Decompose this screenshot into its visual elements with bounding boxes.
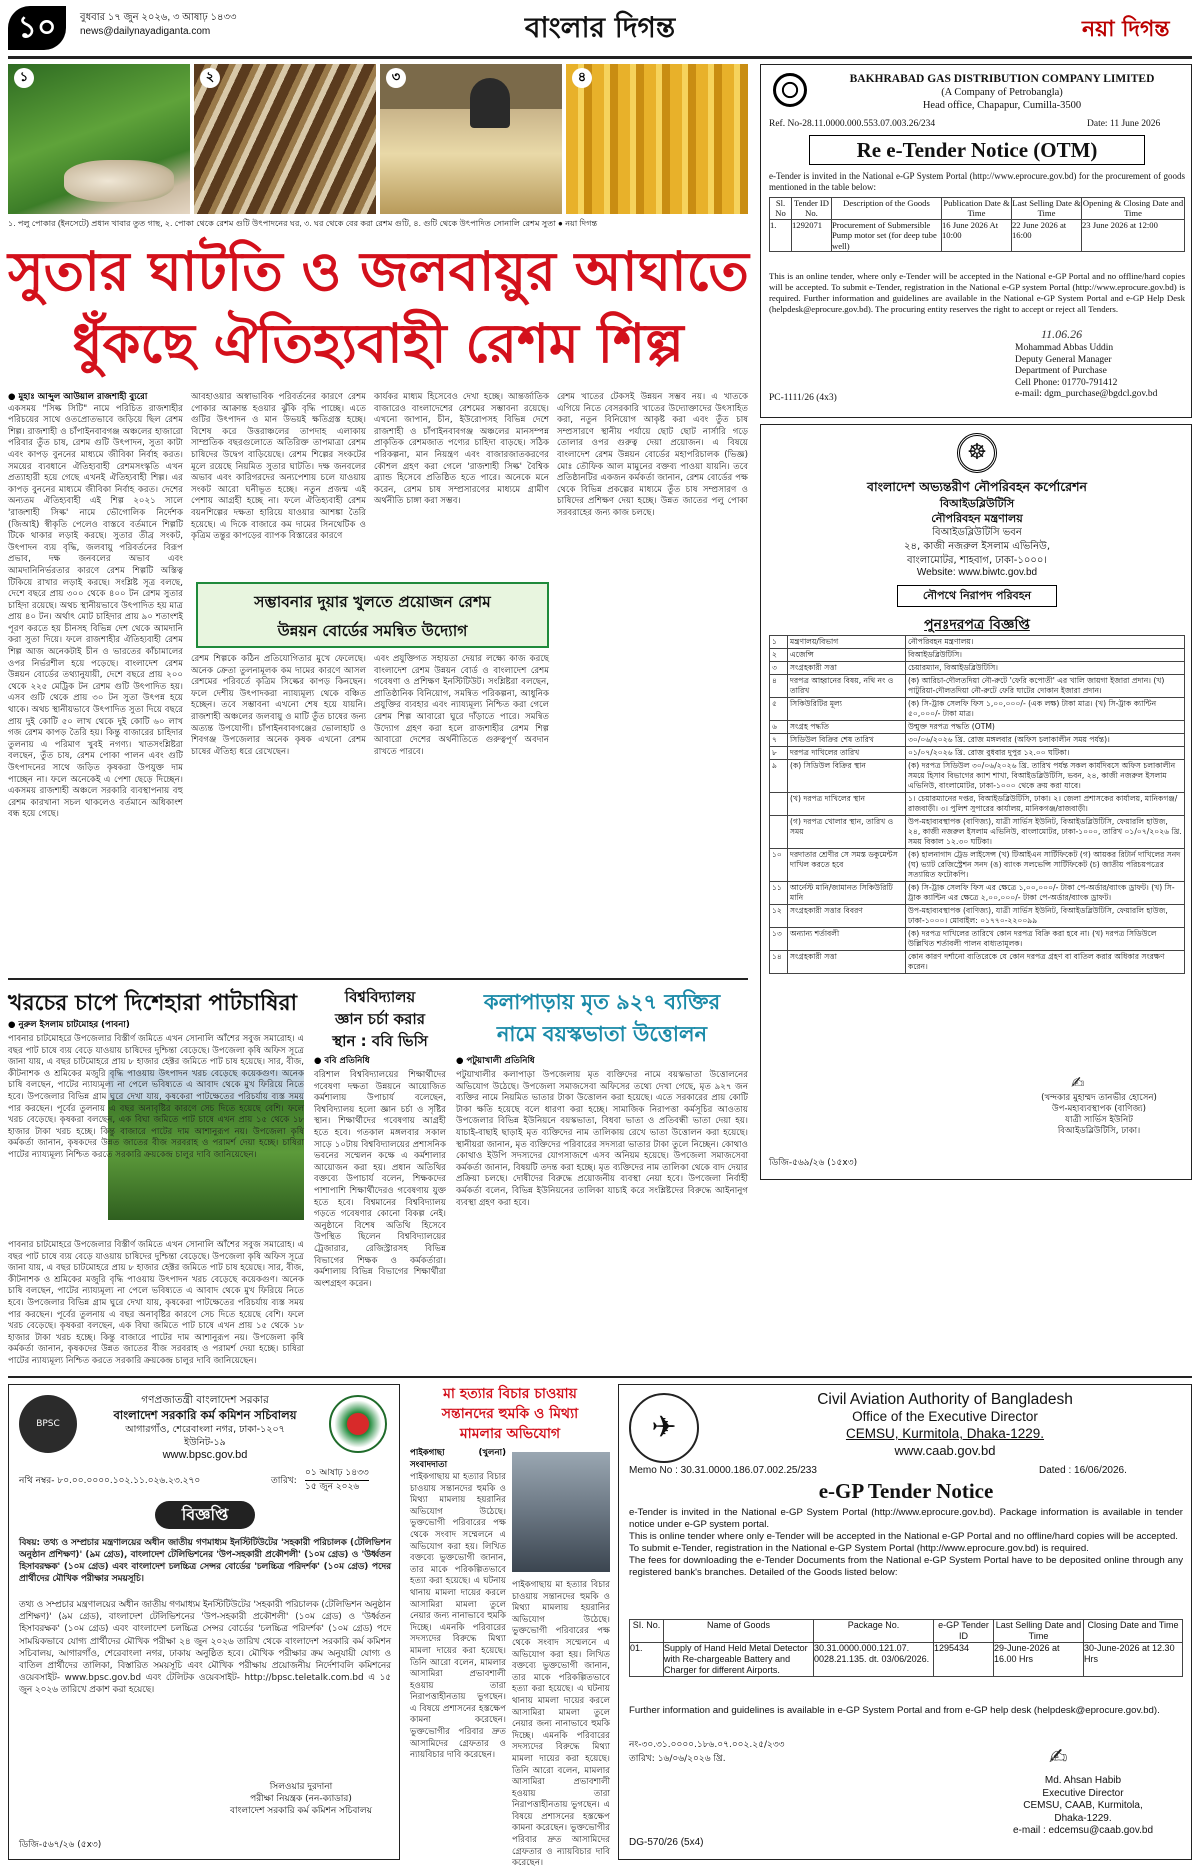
page-header (0, 0, 1200, 58)
sub-headline-line1: সম্ভাবনার দুয়ার খুলতে প্রয়োজন রেশম (254, 593, 491, 611)
biwtc-signer: (খন্দকার মুহাম্মদ তানভীর হোসেন) (1041, 1093, 1157, 1103)
jute-byline: ● নুরুল ইসলাম চাটমোহর (পাবনা) (8, 1020, 130, 1030)
caab-para3: To submit e-Tender, registration in the National e-GP System Portal (http://www.eprocure.gov.bd) is required. (629, 1543, 1089, 1554)
caab-th: SI. No. (630, 1620, 664, 1643)
main-story-col4: রেশম খাতের টেকসই উন্নয়ন সম্ভব নয়। এ খাতকে এগিয়ে নিতে বেসরকারি খাতের উদ্যোক্তাদের উৎসাহিত করা, নতুন বিনিয়োগ আকৃষ্ট করা এবং তুঁত চাষ সম্প্রসারণে স্থানীয় পর্যায়ে ছোট ছোট নার্সারি গড়ে তোলার ওপর গুরুত্ব দেয়া প্রয়োজন। এ বিষয়ে বাংলাদেশ রেশম উন্নয়ন বোর্ডের মহাপরিচালক (ভিজ্ঞ) মোঃ তৌফিক আল মামুনের বক্তব্য পাওয়া যায়নি। তবে প্রতিষ্ঠানটির একজন কর্মকর্তা জানান, রেশম বোর্ডের পক্ষ থেকে বিভিন্ন প্রকল্পের মাধ্যমে তুঁত চাষ সম্প্রসারণ ও চাষিদের প্রশিক্ষণ দেয়া হচ্ছে। উন্নত জাতের পলু পোকা সরবরাহের জন্য কাজ চলছে। (557, 392, 748, 518)
gas-tender-notice (760, 64, 1192, 418)
caab-td: 01. (630, 1643, 664, 1677)
sub-headline-line2: উন্নয়ন বোর্ডের সমন্বিত উদ্যোগ (277, 622, 468, 640)
biwtc-title: পুনঃদরপত্র বিজ্ঞপ্তি (924, 617, 1030, 633)
caab-org: Civil Aviation Authority of Bangladesh (817, 1391, 1073, 1408)
caab-td: Supply of Hand Held Metal Detector with Re-chargeable Battery and Charger for different Airports. (664, 1643, 814, 1677)
biwtc-signer-org: বিআইডব্লিউটিসি, ঢাকা। (1057, 1126, 1141, 1136)
caab-td: 1295434 (934, 1643, 994, 1677)
bottom-divider (8, 1376, 1192, 1378)
bpsc-date2: ১৫ জুন ২০২৬ (305, 1482, 360, 1492)
gas-th: Sl. No (770, 198, 792, 220)
mother-byline: পাইকগাছা (খুলনা) সংবাদদাতা (410, 1448, 506, 1470)
caab-dated: Dated : 16/06/2026. (1039, 1465, 1127, 1476)
table-row (770, 721, 1185, 734)
biwtc-row-label: (খ) দরপত্র দাখিলের স্থান (788, 793, 906, 816)
bpsc-subject (19, 1537, 391, 1585)
gas-title: Re e-Tender Notice (OTM) (809, 135, 1145, 165)
mother-line2: সন্তানদের হুমকি ও মিথ্যা (441, 1406, 579, 1422)
gas-td: 22 June 2026 at 16:00 (1012, 219, 1082, 251)
jute-headline: খরচের চাপে দিশেহারা পাটচাষিরা (8, 991, 297, 1016)
gas-tender-table (769, 197, 1185, 252)
bpsc-date-label: তারিখ: (271, 1476, 297, 1486)
biwtc-row-value: (ক) হালনাগাদ ট্রেড লাইসেন্স (খ) টিআইএন সার্টিফিকেট (গ) আয়কর রিটার্ন দাখিলের সনদ (ঘ) ভ্যাট রেজিস্ট্রেশন সনদ (ঙ) ব্যাংক সলভেন্সি সার্টিফিকেট (চ) জাতীয় পরিচয়পত্রের সত্যায়িত ফটোকপি। (906, 849, 1185, 882)
table-row (770, 747, 1185, 760)
caab-title: e-GP Tender Notice (818, 1479, 994, 1503)
caab-table-header-row (630, 1620, 1183, 1643)
biwtc-signature: ✍ (1071, 1073, 1085, 1092)
gas-th: Last Selling Date & Time (1012, 198, 1081, 219)
biwtc-row-value: উন্মুক্ত দরপত্র পদ্ধতি (OTM) (906, 721, 1185, 734)
biwtc-signer-title: উপ-মহাব্যবস্থাপক (বাণিজ্য) (1051, 1104, 1147, 1114)
bpsc-memo: নথি নম্বর- ৮০.০০.০০০০.১০২.১১.০২৬.২৩.২৭০ (19, 1476, 201, 1486)
jute-body: পাবনার চাটমোহরে উপজেলার বিস্তীর্ণ জমিতে এখন সোনালি আঁশের সবুজ সমারোহ। এ বছর পাট চাষে ব্যয় বেড়ে যাওয়ায় চাষিদের দুশ্চিন্তা বেড়েছে। উপজেলা কৃষি অফিস সূত্রে জানা যায়, এ বছর চাটমোহরে প্রায় ৮ হাজার হেক্টর জমিতে পাট চাষ হয়েছে। সার, বীজ, কীটনাশক ও শ্রমিকের মজুরি বৃদ্ধি পাওয়ায় উৎপাদন খরচ বেড়েছে কয়েকগুণ। অনেক চাষি বলছেন, পাটের ন্যায্যমূল্য না পেলে ভবিষ্যতে এ আবাদ থেকে মুখ ফিরিয়ে নিতে হবে। উপজেলার বিভিন্ন গ্রাম ঘুরে দেখা যায়, কৃষকেরা পাটক্ষেতের পরিচর্যায় ব্যস্ত সময় পার করছেন। পূর্বের তুলনায় এ বছর অনাবৃষ্টির কারণে সেচ দিতে হয়েছে বেশি। ফলে খরচ বেড়েছে। কৃষকরা বলছেন, এক বিঘা জমিতে পাট চাষে এখন প্রায় ১৫ থেকে ১৮ হাজার টাকা খরচ হচ্ছে। কিন্তু বাজারে পাটের দাম আশানুরূপ নয়। উপজেলা কৃষি কর্মকর্তা জানান, কৃষকদের উন্নত জাতের বীজ সরবরাহ ও পরামর্শ দেয়া হচ্ছে। চাষিরা পাটের ন্যায্যমূল্য নিশ্চিত করতে সরকারি ক্রয়কেন্দ্র চালুর দাবি জানিয়েছেন। (8, 1034, 304, 1160)
bpsc-signer-name: সিলওয়ার দুরদানা (269, 1782, 333, 1792)
bpsc-subject-text: তথ্য ও সম্প্রচার মন্ত্রণালয়ের অধীন জাতীয় গণমাধ্যম ইনস্টিটিউটের 'সহকারী পরিচালক (টেলিভিশন অনুষ্ঠান প্রশিক্ষণ)' (৯ম গ্রেড), বাংলাদেশ টেলিভিশনের 'উপ-সহকারী প্রকৌশলী' (১০ম গ্রেড) ও 'উর্ধ্বতন হিসাবরক্ষক' (১০ম গ্রেড) এবং বাংলাদেশ চলচ্চিত্র সেন্সর বোর্ডের 'চলচ্চিত্র পরিদর্শক' (১০ম গ্রেড) পদের প্রার্থীদের মৌখিক পরীক্ষার সময়সূচি। (19, 1538, 391, 1584)
allowance-headline (456, 986, 748, 1050)
caab-signer-name: Md. Ahsan Habib (1044, 1775, 1122, 1786)
caab-th: Closing Date and Time (1084, 1620, 1183, 1643)
website[interactable]: news@dailynayadiganta.com (80, 26, 211, 37)
biwtc-row-label: দরপত্র আহ্বানের বিষয়, নথি নং ও তারিখ (788, 675, 906, 698)
bpsc-signer-title: পরীক্ষা নিয়ন্ত্রক (নন-ক্যাডার) (250, 1794, 352, 1804)
bpsc-body: তথ্য ও সম্প্রচার মন্ত্রণালয়ের অধীন জাতীয় গণমাধ্যম ইনস্টিটিউটের 'সহকারী পরিচালক (টেলিভিশন অনুষ্ঠান প্রশিক্ষণ)' (৯ম গ্রেড), বাংলাদেশ টেলিভিশনের 'উপ-সহকারী প্রকৌশলী' (১০ম গ্রেড) ও 'উর্ধ্বতন হিসাবরক্ষক' (১০ম গ্রেড) এবং বাংলাদেশ চলচ্চিত্র সেন্সর বোর্ডের 'চলচ্চিত্র পরিদর্শক' (১০ম গ্রেড) পদে সাময়িকভাবে যোগ্য প্রার্থীদের মৌখিক পরীক্ষা ২৪ জুন ২০২৬ তারিখ থেকে বাংলাদেশ সরকারি কর্ম কমিশন সচিবালয়, আগারগাঁও, শেরেবাংলা নগর, ঢাকায় অনুষ্ঠিত হবে। মৌখিক পরীক্ষার ক্রম অনুযায়ী যোগ্য ও বাতিল প্রার্থীদের তালিকা, বিস্তারিত সময়সূচি এবং মৌখিক পরীক্ষায় প্রয়োজনীয় নির্দেশাবলি কমিশনের ওয়েবসাইট- www.bpsc.gov.bd এবং টেলিটক ওয়েবসাইট- http://bpsc.teletalk.com.bd এ ১৫ জুন ২০২৬ তারিখে প্রকাশ করা হয়েছে। (19, 1600, 391, 1696)
biwtc-row-value: (ক) আরিচা-দৌলতদিয়া নৌ-রুটে 'ফেরি কপোতী' এর খালি জায়গা ইজারা প্রদান। (খ) পাটুরিয়া-দৌলতদিয়া নৌ-রুটে ফেরি ঘাটের দোকান ইজারা প্রদান। (906, 675, 1185, 698)
biwtc-row-value: (ক) সি-ট্রাক সেলফি ফিস ১,০০,০০০/- (এক লক্ষ) টাকা মাত্র। (খ) সি-ট্রাক ক্যান্টিন ৫০,০০০/- টাকা মাত্র। (906, 698, 1185, 721)
caab-logo: ✈ (629, 1393, 699, 1463)
photo-caption: ১. পলু পোকার (ইনসেটে) প্রধান খাবার তুত গাছ, ২. পোকা থেকে রেশম গুটি উৎপাদনের ঘর, ৩. ঘর থেকে বের করা রেশম গুটি, ৪. গুটি থেকে উৎপাদিত সোনালি রেশম সুতা ● নয়া দিগন্ত (8, 219, 598, 228)
section-title: বাংলার দিগন্ত (524, 11, 676, 44)
gas-footer-text: This is an online tender, where only e-Tender will be accepted in the National e-GP Portal and no offline/hard copies will be accepted. To submit e-Tender, registration in the National e-GP system Portal (http://www.eprocure.gov.bd) is required. Further information and guidelines are available in the National e-GP System Portal and e-GP Help Desk (helpdesk@eprocure.gov.bd). The procuring entity reserves the right to accept or reject all Tenders. (769, 271, 1185, 314)
caab-email[interactable]: e-mail : edcemsu@caab.gov.bd (1012, 1825, 1154, 1836)
caab-para1: e-Tender is invited in the National e-GP System Portal (http://www.eprocure.gov.bd). Package information is available in tender notice under e-GP system portal. (629, 1507, 1183, 1530)
biwtc-row-label: সিকিউরিটির মূল্য (788, 698, 906, 721)
biwtc-row-label: অন্যান্য শর্তাবলী (788, 928, 906, 951)
biwtc-row-label: সিডিউল বিক্রির শেষ তারিখ (788, 734, 906, 747)
caab-signer-title: Executive Director (1042, 1787, 1124, 1799)
university-line1: বিশ্ববিদ্যালয় (344, 988, 416, 1006)
biwtc-row-number: ৪ (770, 675, 788, 698)
photo-number: ৩ (386, 68, 406, 88)
bpsc-signer-block (209, 1781, 393, 1817)
bpsc-unit: ইউনিট-১৯ (184, 1437, 226, 1448)
gas-date: Date: 11 June 2026 (1087, 119, 1161, 129)
photo-silk-yarn (566, 64, 748, 214)
biwtc-abbr: বিআইডব্লিউটিসি (939, 497, 1015, 510)
sub-story-col1: রেশম শিল্পকে কঠিন প্রতিযোগিতার মুখে ফেলেছে। অনেক ক্রেতা তুলনামূলক কম দামের কারণে আসল রেশমের পরিবর্তে কৃত্রিম সিল্কের কাপড় কিনছেন। ফলে দেশীয় উৎপাদকরা ন্যায্যমূল্য থেকে বঞ্চিত হচ্ছেন। তবে সম্ভাবনা এখনো শেষ হয়ে যায়নি। রাজশাহী অঞ্চলের জলবায়ু ও মাটি তুঁত চাষের জন্য অত্যন্ত উপযোগী। চাঁপাইনবাবগঞ্জের ভোলাহাট ও শিবগঞ্জ উপজেলার অনেক কৃষক এখনো রেশম চাষের ঐতিহ্য ধরে রেখেছেন। (191, 654, 366, 757)
biwtc-row-value: বিআইডব্লিউটিসি। (906, 649, 1185, 662)
table-row (630, 1643, 1183, 1677)
mother-line1: মা হত্যার বিচার চাওয়ায় (443, 1386, 577, 1402)
biwtc-website[interactable]: Website: www.biwtc.gov.bd (916, 567, 1038, 578)
gas-cell: Cell Phone: 01770-791412 (1015, 377, 1118, 388)
caab-td: 30.31.0000.000.121.07. 0028.21.135. dt. 03/06/2026. (814, 1643, 934, 1677)
bpsc-logo: BPSC (19, 1395, 77, 1453)
bpsc-org: বাংলাদেশ সরকারি কর্ম কমিশন সচিবালয় (113, 1408, 297, 1422)
biwtc-row-number: ১১ (770, 882, 788, 905)
biwtc-row-number: ১ (770, 636, 788, 649)
silkworm-inset (64, 160, 174, 202)
bpsc-website[interactable]: www.bpsc.gov.bd (162, 1449, 248, 1461)
biwtc-row-label: সংগ্রহকারী সত্তা (788, 662, 906, 675)
table-row (770, 905, 1185, 928)
table-row (770, 882, 1185, 905)
biwtc-row-value: (ক) দরপত্র দাখিলের তারিখে কোন দরপত্র বিক্রি করা হবে না। (খ) দরপত্র সিডিউলে উল্লিখিত শর্তাবলী পালন বাধ্যতামূলক। (906, 928, 1185, 951)
table-row (770, 849, 1185, 882)
mother-photo (512, 1452, 610, 1572)
biwtc-row-label: দরদাতার শ্রেণীর সে সমস্ত ডকুমেন্টস দাখিল করতে হবে (788, 849, 906, 882)
biwtc-row-number: ১৪ (770, 951, 788, 974)
university-headline (314, 986, 446, 1052)
biwtc-row-number: ৫ (770, 698, 788, 721)
caab-code: DG-570/26 (5x4) (629, 1837, 704, 1848)
table-row (770, 675, 1185, 698)
gas-pc-code: PC-1111/26 (4x3) (769, 393, 837, 403)
biwtc-row-value: ৩০/০৬/২০২৬ খ্রি. রোজ মঙ্গলবার (অফিস চলাকালীন সময় পর্যন্ত)। (906, 734, 1185, 747)
caab-th: e-GP Tender ID (934, 1620, 994, 1643)
biwtc-row-value: উপ-মহাব্যবস্থাপক (বাণিজ্য), যাত্রী সার্ভিস ইউনিট, বিআইডব্লিউটিসি, ফেয়ারলি হাউজ, ঢাকা-১০০০। মোবাইল: ০১৭৭০-২২০০৯৯ (906, 905, 1185, 928)
photo-mulberry (8, 64, 190, 214)
biwtc-row-number: ২ (770, 649, 788, 662)
gas-td: 1. (770, 219, 792, 251)
caab-bn-date: তারিখ: ১৬/০৬/২০২৬ খ্রি. (629, 1754, 726, 1764)
date-line: বুধবার ১৭ জুন ২০২৬, ৩ আষাঢ় ১৪৩৩ (80, 12, 237, 23)
main-story-col2: আবহাওয়ার অস্বাভাবিক পরিবর্তনের কারণে রেশম পোকার আক্রান্ত হওয়ার ঝুঁকি বৃদ্ধি পাচ্ছে। এতে গুটির উৎপাদন ও মান উভয়ই ক্ষতিগ্রস্ত হচ্ছে। বিশেষ করে উত্তরাঞ্চলের তাপদাহ এলাকায় সাম্প্রতিক বছরগুলোতে অতিরিক্ত তাপমাত্রা রেশম চাষিদের উদ্বেগ বাড়িয়েছে। রেশম শিল্পের সংকটের মূলে রয়েছে নিয়মিত সুতার ঘাটতি। দক্ষ জনবলের অভাব এবং কারিগরদের অন্যপেশায় চলে যাওয়ায় সংকট আরো ঘনীভূত হচ্ছে। নতুন প্রজন্ম এই পেশায় আগ্রহী হচ্ছে না। ফলে ঐতিহ্যবাহী রেশম বয়নশিল্পের দক্ষতা হারিয়ে যাওয়ার আশঙ্কা তৈরি হয়েছে। এ দিকে বাজারে কম দামের সিনথেটিক ও কৃত্রিম তন্তুর কাপড়ের ব্যাপক বিস্তারের কারণে (191, 392, 366, 542)
caab-paragraphs (629, 1507, 1183, 1579)
gas-th: Publication Date & Time (943, 198, 1010, 219)
jute-body-continued: পাবনার চাটমোহরে উপজেলার বিস্তীর্ণ জমিতে এখন সোনালি আঁশের সবুজ সমারোহ। এ বছর পাট চাষে ব্যয় বেড়ে যাওয়ায় চাষিদের দুশ্চিন্তা বেড়েছে। উপজেলা কৃষি অফিস সূত্রে জানা যায়, এ বছর চাটমোহরে প্রায় ৮ হাজার হেক্টর জমিতে পাট চাষ হয়েছে। সার, বীজ, কীটনাশক ও শ্রমিকের মজুরি বৃদ্ধি পাওয়ায় উৎপাদন খরচ বেড়েছে কয়েকগুণ। অনেক চাষি বলছেন, পাটের ন্যায্যমূল্য না পেলে ভবিষ্যতে এ আবাদ থেকে মুখ ফিরিয়ে নিতে হবে। উপজেলার বিভিন্ন গ্রাম ঘুরে দেখা যায়, কৃষকেরা পাটক্ষেতের পরিচর্যায় ব্যস্ত সময় পার করছেন। পূর্বের তুলনায় এ বছর অনাবৃষ্টির কারণে সেচ দিতে হয়েছে বেশি। ফলে খরচ বেড়েছে। কৃষকরা বলছেন, এক বিঘা জমিতে পাট চাষে এখন প্রায় ১৫ থেকে ১৮ হাজার টাকা খরচ হচ্ছে। কিন্তু বাজারে পাটের দাম আশানুরূপ নয়। উপজেলা কৃষি কর্মকর্তা জানান, কৃষকদের উন্নত জাতের বীজ সরবরাহ ও পরামর্শ দেয়া হচ্ছে। চাষিরা পাটের ন্যায্যমূল্য নিশ্চিত করতে সরকারি ক্রয়কেন্দ্র চালুর দাবি জানিয়েছেন। (8, 1240, 304, 1366)
table-row (770, 816, 1185, 849)
biwtc-row-number: ৬ (770, 721, 788, 734)
university-byline: ● ববি প্রতিনিধি (314, 1056, 370, 1066)
biwtc-row-label: সংগ্রহ পদ্ধতি (788, 721, 906, 734)
bpsc-signer-org: বাংলাদেশ সরকারি কর্ম কমিশন সচিবালয় (229, 1806, 373, 1816)
gas-subsidiary: (A Company of Petrobangla) (941, 87, 1063, 98)
caab-signer-org: CEMSU, CAAB, Kurmitola, (1023, 1800, 1143, 1811)
caab-bn-memo: নং-৩০.৩১.০০০০.১৮৬.০৭.০০২.২৫/২৩৩ (629, 1740, 785, 1750)
biwtc-row-number: ১০ (770, 849, 788, 882)
gas-signer-dept: Department of Purchase (1015, 366, 1107, 376)
biwtc-row-value: (ক) সি-ট্রাক সেলফি ফিস এর ক্ষেত্রে ১,০০,০০০/- টাকা পে-অর্ডার/ব্যাংক ড্রাফট। (খ) সি-ট্রাক ক্যান্টিন এর ক্ষেত্রে ২,০০,০০০/- টাকা পে-অর্ডার/ব্যাংক ড্রাফট। (906, 882, 1185, 905)
biwtc-signer-unit: যাত্রী সার্ভিস ইউনিট (1065, 1115, 1133, 1125)
biwtc-row-value: কোন কারণ দর্শানো ব্যতিরেকে যে কোন দরপত্র গ্রহণ বা বাতিল করার অধিকার সংরক্ষণ করেন। (906, 951, 1185, 974)
allowance-body: পটুয়াখালীর কলাপাড়া উপজেলায় মৃত ব্যক্তিদের নামে বয়স্কভাতা উত্তোলনের অভিযোগ উঠেছে। উপজেলা সমাজসেবা অফিসের তথ্যে দেখা গেছে, মৃত ৯২৭ জন ব্যক্তির নামে নিয়মিত ভাতার টাকা উত্তোলন করা হয়েছে। এতে সরকারের প্রায় কোটি টাকা ক্ষতি হয়েছে বলে ধারণা করা হচ্ছে। সামাজিক নিরাপত্তা কর্মসূচির আওতায় উপজেলার বিভিন্ন ইউনিয়নে বয়স্কভাতা, বিধবা ভাতা ও প্রতিবন্ধী ভাতা দেয়া হয়। যাচাই-বাছাই ছাড়াই মৃত ব্যক্তিদের নাম তালিকায় রেখে ভাতা উত্তোলন করা হয়েছে। স্থানীয়রা জানান, মৃত ব্যক্তিদের পরিবারের সদস্যরা ভাতার টাকা তুলে নিচ্ছেন। কোথাও কোথাও ইউপি সদস্যদের যোগসাজশে এসব অনিয়ম হয়েছে। উপজেলা সমাজসেবা কর্মকর্তা জানান, বিষয়টি তদন্ত করা হচ্ছে। মৃত ব্যক্তিদের নাম তালিকা থেকে বাদ দেয়ার প্রক্রিয়া চলছে। দোষীদের বিরুদ্ধে প্রয়োজনীয় ব্যবস্থা নেয়া হবে। উপজেলা নির্বাহী কর্মকর্তা বলেন, বিভিন্ন ইউনিয়নের তালিকা যাচাই করে সংশ্লিষ্টদের বিরুদ্ধে আইনানুগ ব্যবস্থা গ্রহণ করা হবে। (456, 1070, 748, 1208)
university-body: বরিশাল বিশ্ববিদ্যালয়ের শিক্ষার্থীদের গবেষণা দক্ষতা উন্নয়নে আয়োজিত কর্মশালায় উপাচার্য বলেছেন, বিশ্ববিদ্যালয় হলো জ্ঞান চর্চা ও সৃষ্টির স্থান। শিক্ষার্থীদের গবেষণায় আগ্রহী হতে হবে। গতকাল মঙ্গলবার সকাল সাড়ে ১০টায় বিশ্ববিদ্যালয়ের প্রশাসনিক ভবনের সম্মেলন কক্ষে এ কর্মশালার আয়োজন করা হয়। প্রধান অতিথির বক্তব্যে উপাচার্য বলেন, শিক্ষকদের পাশাপাশি শিক্ষার্থীদেরও গবেষণায় যুক্ত হতে হবে। বিশ্বমানের বিশ্ববিদ্যালয় গড়তে গবেষণার কোনো বিকল্প নেই। অনুষ্ঠানে বিশেষ অতিথি হিসেবে উপস্থিত ছিলেন বিশ্ববিদ্যালয়ের ট্রেজারার, রেজিস্ট্রারসহ বিভিন্ন বিভাগের শিক্ষক ও কর্মকর্তারা। কর্মশালায় বিভিন্ন বিভাগের শিক্ষার্থীরা অংশগ্রহণ করেন। (314, 1070, 446, 1289)
biwtc-row-value: ০১/০৭/২০২৬ খ্রি. রোজ বুধবার দুপুর ১২.০০ ঘটিকা। (906, 747, 1185, 760)
main-story-text: একসময় "সিল্ক সিটি" নামে পরিচিত রাজশাহীর পরিচয়ের সাথে ওতপ্রোতভাবে জড়িয়ে ছিল রেশম শিল্প। রাজশাহী ও চাঁপাইনবাবগঞ্জ অঞ্চলের হাজারো পরিবার তুঁত চাষ, রেশম গুটি উৎপাদন, সুতা কাটা এবং কাপড় বুননের মাধ্যমে জীবিকা নির্বাহ করত। সময়ের ব্যবধানে ঐতিহ্যবাহী রেশমসংস্কৃতি এখন প্রত্যাহারী হয়ে গেছে এখনই ঐতিহ্যবাহী শিল্প। এর কাপড় বুননের মাধ্যমে জীবিকা নির্বাহ করত। দেশের অন্যতম ঐতিহ্যবাহী এই শিল্প ২০২১ সালে 'রাজশাহী সিল্ক' নামে ভৌগোলিক নির্দেশক (জিআই) স্বীকৃতি পেলেও বাস্তবে বর্তমানে শিল্পটি টিকে থাকার লড়াই করছে। সুতার তীব্র সংকট, উৎপাদন ব্যয় বৃদ্ধি, জলবায়ু পরিবর্তনের বিরূপ প্রভাব, দক্ষ জনবলের অভাব এবং আমদানিনির্ভরতার কারণে রেশম শিল্পটি অস্তিত্ব টিকিয়ে রাখার লড়াই করছে। সংশ্লিষ্ট সূত্র বলছে, দেশে বছরে প্রায় ৩০০ থেকে ৪০০ টন রেশম সুতার চাহিদা রয়েছে। অথচ স্থানীয়ভাবে উৎপাদিত হয় মাত্র প্রায় ৪০ টন। অর্থাৎ মোট চাহিদার প্রায় ৯০ শতাংশই পূরণ করতে হয় চীনসহ বিভিন্ন দেশ থেকে আমদানি করা সুতা দিয়ে। ফলে রাজশাহীর ঐতিহ্যবাহী রেশম শিল্প আজ অনেকটাই চীন ও ভারতের কাঁচামালের ওপর নির্ভরশীল হয়ে পড়েছে। বাংলাদেশ রেশম উন্নয়ন বোর্ডের তথ্যানুযায়ী, দেশে বছরে প্রায় ২০০ থেকে ২২৫ মেট্রিক টন রেশম গুটি উৎপাদিত হয়। এসব গুটি থেকে প্রায় ৩০ টন সুতা উৎপন্ন হয়ে থাকে। অথচ স্থানীয়ভাবে উৎপাদিত সুতা দিয়ে বছরে প্রায় দুই কোটি ৫০ লাখ থেকে দুই কোটি ৬০ লাখ গজ রেশম কাপড় তৈরি হয়। কিন্তু বাজারের চাহিদার তুলনায় এ পরিমাণ খুবই নগণ্য। খাতসংশ্লিষ্টরা বলছেন, তুঁত চাষ, রেশম পোকা পালন এবং গুটি উৎপাদনের সাথে জড়িত কৃষকরা উপযুক্ত দাম পাচ্ছেন না। ফলে অনেকেই এ পেশা ছেড়ে দিচ্ছেন। একসময় রাজশাহী অঞ্চলে সরকারি ব্যবস্থাপনায় বহু রেশম কারখানা সচল থাকলেও বর্তমানে অধিকাংশ বন্ধ হয়ে গেছে। (8, 403, 183, 820)
biwtc-row-number: ৯ (770, 760, 788, 793)
biwtc-row-number: ১২ (770, 905, 788, 928)
mother-body-continued: পাইকগাছায় মা হত্যার বিচার চাওয়ায় সন্তানদের হুমকি ও মিথ্যা মামলায় হয়রানির অভিযোগ উঠেছে। ভুক্তভোগী পরিবারের পক্ষ থেকে সংবাদ সম্মেলনে এ অভিযোগ করা হয়। লিখিত বক্তব্যে ভুক্তভোগী জানান, তার মাকে পরিকল্পিতভাবে হত্যা করা হয়েছে। এ ঘটনায় থানায় মামলা দায়ের করলে আসামিরা মামলা তুলে নেয়ার জন্য নানাভাবে হুমকি দিচ্ছে। এমনকি পরিবারের সদস্যদের বিরুদ্ধে মিথ্যা মামলা দায়ের করা হয়েছে। তিনি আরো বলেন, মামলার আসামিরা প্রভাবশালী হওয়ায় তারা নিরাপত্তাহীনতায় ভুগছেন। এ বিষয়ে প্রশাসনের হস্তক্ষেপ কামনা করেছেন। ভুক্তভোগীর পরিবার দ্রুত আসামিদের গ্রেফতার ও ন্যায়বিচার দাবি করেছেন। (512, 1580, 610, 1869)
gas-th: Tender ID No. (792, 198, 832, 220)
caab-tender-notice (618, 1384, 1192, 1860)
biwtc-slogan: নৌপথে নিরাপদ পরিবহন (897, 585, 1057, 607)
page-number: ১০ (8, 6, 66, 50)
biwtc-row-value: উপ-মহাব্যবস্থাপক (বাণিজ্য), যাত্রী সার্ভিস ইউনিট, বিআইডব্লিউটিসি, ফেয়ারলি হাউজ, ২৪, কাজী নজরুল ইসলাম এভিনিউ, বাংলামোটর, ঢাকা-১০০০, তারিখ ০১/০৭/২০২৬ খ্রি. সময় বিকাল ১২.৩০ ঘটিকা। (906, 816, 1185, 849)
biwtc-signer-block (1011, 1093, 1187, 1137)
biwtc-row-number (770, 793, 788, 816)
gas-td: 23 June 2026 at 12:00 (1082, 219, 1185, 251)
photo-number: ৪ (572, 68, 592, 88)
biwtc-row-label: সংগ্রহকারী সত্তা (788, 951, 906, 974)
table-row (770, 636, 1185, 649)
photo-number: ২ (200, 68, 220, 88)
allowance-line1: কলাপাড়ায় মৃত ৯২৭ ব্যক্তির (483, 990, 721, 1014)
biwtc-code: ডিজি-৫৬৯/২৬ (১৫x৩) (769, 1158, 858, 1168)
biwtc-row-number (770, 816, 788, 849)
sub-story-col2: এবং প্রযুক্তিগত সহায়তা দেয়ার লক্ষ্যে কাজ করছে বাংলাদেশ রেশম উন্নয়ন বোর্ড ও বাংলাদেশ রেশম গবেষণা ও প্রশিক্ষণ ইনস্টিটিউট। সংশ্লিষ্টরা বলছেন, প্রাতিষ্ঠানিক বিনিয়োগ, সমন্বিত পরিকল্পনা, আধুনিক প্রযুক্তির ব্যবহার এবং ন্যায্যমূল্য নিশ্চিত করা গেলে রেশম শিল্প আবারো ঘুরে দাঁড়াতে পারে। সমন্বিত উদ্যোগ গ্রহণ করা হলে রাজশাহীর রেশম শিল্প আবারো দেশের অর্থনীতিতে গুরুত্বপূর্ণ অবদান রাখতে পারবে। (374, 654, 549, 757)
biwtc-row-label: (ক) সিডিউল বিক্রির স্থান (788, 760, 906, 793)
biwtc-row-label: আর্নেস্ট মানি/জামানত সিকিউরিটি মানি (788, 882, 906, 905)
biwtc-row-value: (ক) দরপত্র সিডিউল ৩০/০৬/২০২৬ খ্রি. তারিখ পর্যন্ত সকল কার্যদিবসে অফিস চলাকালীন সময়ে হিসাব বিভাগের ক্যাশ শাখা, বিআইডব্লিউটিসি, ভবন, ২৪, কাজী নজরুল ইসলাম এভিনিউ, বাংলামোটর, ঢাকা-১০০০ থেকে ক্রয় করা যাবে। (906, 760, 1185, 793)
gas-td: 1292071 (792, 219, 832, 251)
caab-th: Package No. (814, 1620, 934, 1643)
caab-para4: The fees for downloading the e-Tender Documents from the National e-GP System Portal have to be deposited online through any registered bank's branches. Detailed of the Goods listed below: (629, 1555, 1183, 1578)
biwtc-logo: ☸ (957, 433, 997, 473)
caab-signer-block (983, 1775, 1183, 1838)
caab-signature: ✍ (1049, 1745, 1068, 1770)
gas-email[interactable]: e-mail: dgm_purchase@bgdcl.gov.bd (1015, 389, 1158, 399)
caab-signer-city: Dhaka-1229. (1054, 1812, 1112, 1824)
gas-table-header-row (770, 198, 1185, 220)
gas-signature: 11.06.26 (1041, 327, 1083, 341)
university-line2: জ্ঞান চর্চা করার (335, 1010, 425, 1028)
bpsc-notice (8, 1384, 400, 1860)
allowance-byline: ● পটুয়াখালী প্রতিনিধি (456, 1056, 535, 1066)
caab-th: Last Selling Date and Time (994, 1620, 1084, 1643)
biwtc-ministry: নৌপরিবহন মন্ত্রণালয় (931, 512, 1023, 525)
photo-strip (8, 64, 748, 228)
gas-signer-name: Mohammad Abbas Uddin (1015, 343, 1114, 353)
bpsc-address: আগারগাঁও, শেরেবাংলা নগর, ঢাকা-১২০৭ (125, 1424, 285, 1435)
main-headline-line2: ধুঁকছে ঐতিহ্যবাহী রেশম শিল্প (72, 312, 684, 375)
bangladesh-emblem (329, 1395, 387, 1453)
sub-headline-box (196, 582, 549, 648)
main-story-col1 (8, 392, 183, 972)
caab-td: 30-June-2026 at 12.30 Hrs (1084, 1643, 1183, 1677)
mother-body: পাইকগাছায় মা হত্যার বিচার চাওয়ায় সন্তানদের হুমকি ও মিথ্যা মামলায় হয়রানির অভিযোগ উঠেছে। ভুক্তভোগী পরিবারের পক্ষ থেকে সংবাদ সম্মেলনে এ অভিযোগ করা হয়। লিখিত বক্তব্যে ভুক্তভোগী জানান, তার মাকে পরিকল্পিতভাবে হত্যা করা হয়েছে। এ ঘটনায় থানায় মামলা দায়ের করলে আসামিরা মামলা তুলে নেয়ার জন্য নানাভাবে হুমকি দিচ্ছে। এমনকি পরিবারের সদস্যদের বিরুদ্ধে মিথ্যা মামলা দায়ের করা হয়েছে। তিনি আরো বলেন, মামলার আসামিরা প্রভাবশালী হওয়ায় তারা নিরাপত্তাহীনতায় ভুগছেন। এ বিষয়ে প্রশাসনের হস্তক্ষেপ কামনা করেছেন। ভুক্তভোগীর পরিবার দ্রুত আসামিদের গ্রেফতার ও ন্যায়বিচার দাবি করেছেন। (410, 1472, 506, 1761)
bpsc-code: ডিজি-৫৬৭/২৬ (৫x৩) (19, 1840, 102, 1850)
biwtc-table (769, 635, 1185, 974)
table-row (770, 662, 1185, 675)
gas-address: Head office, Chapapur, Cumilla-3500 (922, 100, 1082, 111)
university-line3: স্থান : ববি ভিসি (332, 1032, 428, 1050)
gas-td: 16 June 2026 At 10:00 (942, 219, 1012, 251)
photo-cocoons (380, 64, 562, 214)
caab-website[interactable]: www.caab.gov.bd (894, 1443, 996, 1458)
main-headline (8, 236, 748, 384)
table-row (770, 928, 1185, 951)
gas-th: Opening & Closing Date and Time (1082, 198, 1184, 219)
caab-td: 29-June-2026 at 16.00 Hrs (994, 1643, 1084, 1677)
biwtc-row-number: ১৩ (770, 928, 788, 951)
caab-office: Office of the Executive Director (852, 1409, 1038, 1424)
gas-logo (773, 73, 807, 107)
table-row (770, 793, 1185, 816)
biwtc-row-label: (গ) দরপত্র খোলার স্থান, তারিখ ও সময় (788, 816, 906, 849)
caab-goods-table (629, 1619, 1183, 1677)
gas-signer-title: Deputy General Manager (1015, 354, 1112, 365)
gas-intro: e-Tender is invited in the National e-GP System Portal (http://www.eprocure.gov.bd) for the procurement of goods mentioned in the table below: (769, 171, 1185, 192)
allowance-line2: নামে বয়স্কভাতা উত্তোলন (496, 1022, 708, 1046)
biwtc-row-label: সংগ্রহকারী সত্তার বিবরণ (788, 905, 906, 928)
bpsc-subject-label: বিষয়: (19, 1538, 40, 1548)
worker-figure (470, 78, 510, 128)
bpsc-title: বিজ্ঞপ্তি (155, 1501, 255, 1529)
photo-number: ১ (14, 68, 34, 88)
biwtc-row-value: নৌপরিবহন মন্ত্রণালয়। (906, 636, 1185, 649)
biwtc-row-number: ৮ (770, 747, 788, 760)
gas-th: Description of the Goods (832, 198, 942, 220)
biwtc-org: বাংলাদেশ অভ্যন্তরীণ নৌপরিবহন কর্পোরেশন (867, 479, 1087, 494)
caab-para2: This is online tender where only e-Tender will be accepted in the National e-GP Portal and no offline/hard copies will be accepted. (629, 1531, 1178, 1542)
biwtc-row-number: ৩ (770, 662, 788, 675)
table-row (770, 698, 1185, 721)
table-row (770, 219, 1185, 251)
caab-further: Further information and guidelines is available in e-GP System Portal and from e-GP help desk (helpdesk@eprocure.gov.bd). (629, 1705, 1160, 1716)
gas-td: Procurement of Submersible Pump motor set (for deep tube well) (832, 219, 942, 251)
biwtc-row-value: চেয়ারম্যান, বিআইডব্লিউটিসি। (906, 662, 1185, 675)
section-divider (8, 978, 748, 980)
biwtc-house: বিআইডব্লিউটিসি ভবন (932, 527, 1022, 538)
biwtc-address2: বাংলামোটর, শাহবাগ, ঢাকা-১০০০। (907, 555, 1047, 566)
main-headline-line1: সুতার ঘাটতি ও জলবায়ুর আঘাতে (8, 240, 749, 303)
biwtc-row-label: মন্ত্রণালয়/বিভাগ (788, 636, 906, 649)
gas-ref: Ref. No-28.11.0000.000.553.07.003.26/234 (769, 119, 936, 129)
bpsc-date1: ০১ আষাঢ় ১৪৩৩ (305, 1465, 369, 1481)
biwtc-tender-notice (760, 424, 1192, 1180)
caab-th: Name of Goods (664, 1620, 814, 1643)
table-row (770, 760, 1185, 793)
caab-address: CEMSU, Kurmitola, Dhaka-1229. (845, 1426, 1045, 1441)
masthead-logo: নয়া দিগন্ত (1082, 17, 1170, 42)
biwtc-row-label: এজেন্সি (788, 649, 906, 662)
gas-company: BAKHRABAD GAS DISTRIBUTION COMPANY LIMITED (849, 73, 1155, 85)
table-row (770, 951, 1185, 974)
header-rule (8, 56, 1192, 59)
caab-memo: Memo No : 30.31.0000.186.07.002.25/233 (629, 1465, 817, 1476)
biwtc-row-number: ৭ (770, 734, 788, 747)
table-row (770, 734, 1185, 747)
mother-headline (410, 1384, 610, 1444)
bpsc-gov: গণপ্রজাতন্ত্রী বাংলাদেশ সরকার (141, 1394, 269, 1406)
biwtc-address: ২৪, কাজী নজরুল ইসলাম এভিনিউ, (903, 541, 1051, 552)
main-story-col3: কার্যকর মাধ্যম হিসেবেও দেখা হচ্ছে। আন্তর্জাতিক বাজারেও বাংলাদেশের রেশমের সম্ভাবনা রয়েছে। এখনো জাপান, চীন, ইউরোপসহ বিভিন্ন দেশে রাজশাহী ও চাঁপাইনবাবগঞ্জ অঞ্চলের মানসম্পন্ন প্রাকৃতিক রেশমজাত পণ্যের চাহিদা বাড়ছে। সঠিক পরিকল্পনা, মান নিয়ন্ত্রণ এবং বাজারজাতকরণের কৌশল গ্রহণ করা গেলে 'রাজশাহী সিল্ক' বৈশ্বিক ব্র্যান্ড হিসেবে প্রতিষ্ঠিত হতে পারে। অনেকে মনে করেন, রেশম চাষ সম্প্রসারণের মাধ্যমে গ্রামীণ অর্থনীতি চাঙ্গা করা সম্ভব। (374, 392, 549, 507)
table-row (770, 649, 1185, 662)
gas-signer-block (1015, 343, 1187, 401)
main-byline: ● মুহাঃ আব্দুল আউয়াল রাজশাহী ব্যুরো (8, 392, 148, 402)
photo-rearing-house (194, 64, 376, 214)
mother-line3: মামলার অভিযোগ (459, 1426, 561, 1442)
biwtc-row-value: ১। চেয়ারম্যানের দপ্তর, বিআইডব্লিউটিসি, ঢাকা। ২। জেলা প্রশাসকের কার্যালয়, মানিকগঞ্জ/রাজবাড়ী। ৩। পুলিশ সুপারের কার্যালয়, মানিকগঞ্জ/রাজবাড়ী। (906, 793, 1185, 816)
biwtc-row-label: দরপত্র দাখিলের তারিখ (788, 747, 906, 760)
